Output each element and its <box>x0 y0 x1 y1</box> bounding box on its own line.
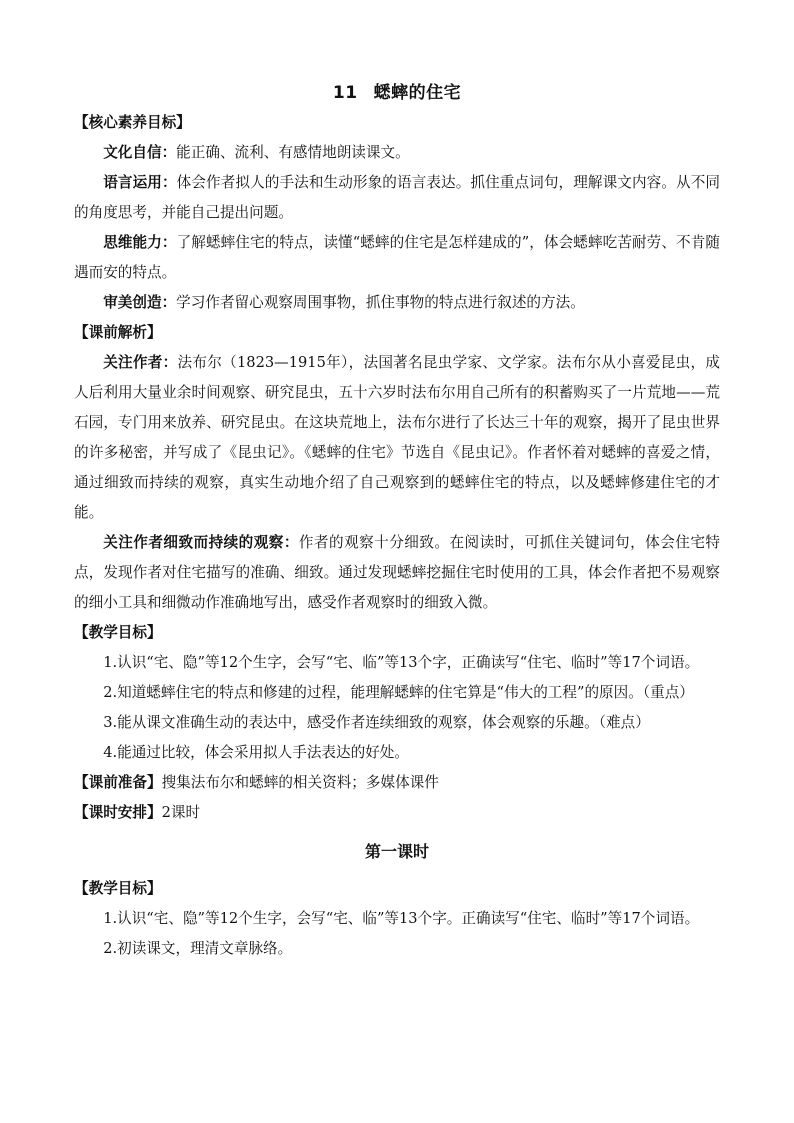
core-goal-culture <box>74 138 720 168</box>
heading-teaching-goals: 【教学目标】 <box>74 624 162 641</box>
teaching-goal-2: 2.初读课文，理清文章脉络。 <box>103 940 293 957</box>
core-goal-thinking <box>74 228 720 288</box>
core-goal-aesthetic <box>74 288 720 318</box>
lesson-one-title: 第一课时 <box>364 842 429 861</box>
prep-text: 搜集法布尔和蟋蟀的相关资料；多媒体课件 <box>161 774 439 791</box>
analysis-author <box>74 348 720 528</box>
core-goal-text: 能正确、流利、有感情地朗读课文。 <box>176 144 410 161</box>
teaching-goal: 4.能通过比较，体会采用拟人手法表达的好处。 <box>103 744 409 761</box>
teaching-goal: 3.能从课文准确生动的表达中，感受作者连续细致的观察，体会观察的乐趣。（难点） <box>103 714 650 731</box>
core-goal-label: 审美创造： <box>103 294 177 311</box>
teaching-goal: 1.认识“宅、隐”等12个生字，会写“宅、临”等13个字，正确读写“住宅、临时”等17个词语。 <box>103 654 700 671</box>
heading-schedule: 【课时安排】 <box>74 804 162 821</box>
heading-teaching-goals-2: 【教学目标】 <box>74 880 162 897</box>
prep-line <box>74 768 720 798</box>
schedule-text: 2课时 <box>161 804 201 821</box>
schedule-line <box>74 798 720 828</box>
analysis-text: 法布尔（1823—1915年），法国著名昆虫学家、文学家。法布尔从小喜爱昆虫，成人后利用大量业余时间观察、研究昆虫，五十六岁时法布尔用自己所有的积蓄购买了一片荒地——荒石园，专门用来放养、研究昆虫。在这块荒地上，法布尔进行了长达三十年的观察，揭开了昆虫世界的许多秘密，并写成了《昆虫记》。《蟋蟀的住宅》节选自《昆虫记》。作者怀着对蟋蟀的喜爱之情，通过细致而持续的观察，真实生动地介绍了自己观察到的蟋蟀住宅的特点，以及蟋蟀修建住宅的才能。 <box>74 354 720 521</box>
lesson-number: 11 <box>332 83 358 103</box>
heading-prep: 【课前准备】 <box>74 774 162 791</box>
heading-core-goals: 【核心素养目标】 <box>74 114 191 131</box>
core-goal-label: 文化自信： <box>103 144 177 161</box>
teaching-goal: 2.知道蟋蟀住宅的特点和修建的过程，能理解蟋蟀的住宅算是“伟大的工程”的原因。（重点） <box>103 684 694 701</box>
lesson-name: 蟋蟀的住宅 <box>373 83 462 103</box>
heading-pre-analysis: 【课前解析】 <box>74 324 162 341</box>
analysis-label: 关注作者细致而持续的观察： <box>103 534 299 551</box>
core-goal-label: 语言运用： <box>103 174 177 191</box>
analysis-text: 作者的观察十分细致。在阅读时，可抓住关键词句，体会住宅特点，发现作者对住宅描写的准确、细致。通过发现蟋蟀挖掘住宅时使用的工具，体会作者把不易观察的细小工具和细微动作准确地写出，感受作者观察时的细致入微。 <box>74 534 720 611</box>
core-goal-text: 学习作者留心观察周围事物，抓住事物的特点进行叙述的方法。 <box>176 294 585 311</box>
analysis-label: 关注作者： <box>103 354 178 371</box>
core-goal-text: 了解蟋蟀住宅的特点，读懂“蟋蟀的住宅是怎样建成的”，体会蟋蟀吃苦耐劳、不肯随遇而安的特点。 <box>74 234 720 281</box>
analysis-observation <box>74 528 720 618</box>
core-goal-text: 体会作者拟人的手法和生动形象的语言表达。抓住重点词句，理解课文内容。从不同的角度思考，并能自己提出问题。 <box>74 174 720 221</box>
teaching-goal-2: 1.认识“宅、隐”等12个生字，会写“宅、临”等13个字。正确读写“住宅、临时”等17个词语。 <box>103 910 700 927</box>
core-goal-language <box>74 168 720 228</box>
document-page <box>74 78 720 964</box>
core-goal-label: 思维能力： <box>103 234 177 251</box>
lesson-title <box>74 78 720 108</box>
